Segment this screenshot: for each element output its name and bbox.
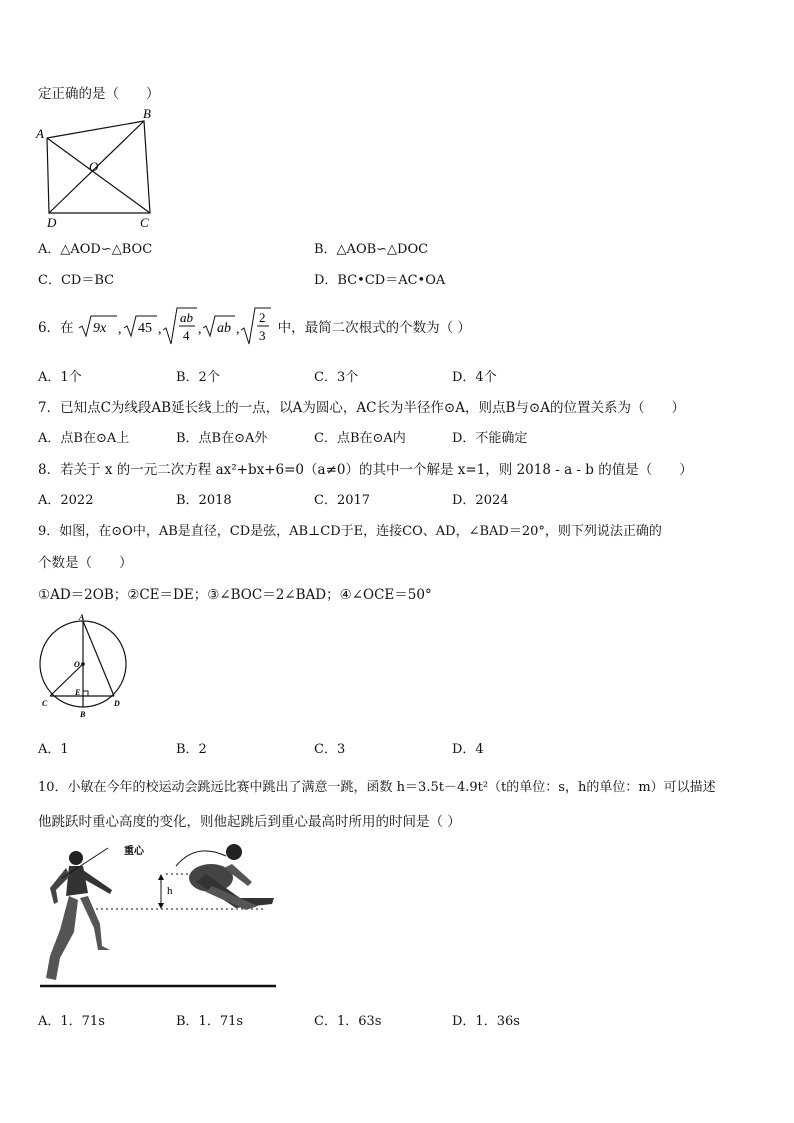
q10-stem-line2: 他跳跃时重心高度的变化，则他起跳后到重心最高时所用的时间是（ ）	[38, 814, 461, 830]
q6-radical-1: 9x	[92, 321, 106, 336]
svg-text:,: ,	[235, 322, 240, 337]
svg-text:3: 3	[258, 328, 266, 343]
q6-stem	[38, 306, 471, 346]
svg-text:,: ,	[117, 322, 122, 337]
q8-stem: 8．若关于 x 的一元二次方程 ax²+bx+6=0（a≠0）的其中一个解是 x=1，则 2018 - a - b 的值是（ ）	[38, 462, 693, 478]
q10-option-b: B．1．71s	[176, 1014, 244, 1029]
q7-stem: 7．已知点C为线段AB延长线上的一点，以A为圆心，AC长为半径作⊙A，则点B与⊙A的位置关系为（ ）	[38, 400, 685, 416]
q5-label-O: O	[89, 159, 99, 174]
q10-stem-line1: 10．小敏在今年的校运动会跳远比赛中跳出了满意一跳，函数 h＝3.5t－4.9t²（t的单位：s，h的单位：m）可以描述	[38, 780, 716, 795]
svg-text:,: ,	[157, 322, 162, 337]
q10-option-c: C．1．63s	[314, 1014, 382, 1029]
q7-option-b: B．点B在⊙A外	[176, 431, 268, 446]
q6-option-b: B．2个	[176, 370, 220, 385]
q8-option-c: C．2017	[314, 493, 371, 508]
q5-quadrilateral-figure	[30, 103, 170, 233]
q6-option-d: D．4个	[452, 370, 497, 385]
q10-label-center: 重心	[124, 846, 144, 857]
q5-option-b: B．△AOB∽△DOC	[314, 242, 429, 257]
svg-text:2: 2	[258, 310, 266, 325]
q6-radical-4: ab	[216, 321, 231, 336]
q10-option-d: D．1．36s	[452, 1014, 520, 1029]
q5-option-c: C．CD＝BC	[38, 273, 115, 288]
q5-stem-tail: 定正确的是（ ）	[38, 86, 160, 102]
q9-label-B: B	[80, 710, 86, 719]
q5-label-D: D	[47, 215, 57, 230]
q9-option-d: D．4	[452, 742, 484, 757]
svg-text:,: ,	[197, 322, 202, 337]
q7-option-d: D．不能确定	[452, 431, 528, 446]
q10-option-a: A．1．71s	[38, 1014, 105, 1029]
q6-option-a: A．1个	[38, 370, 82, 385]
q9-option-c: C．3	[314, 742, 346, 757]
q9-stem-line1: 9．如图，在⊙O中，AB是直径，CD是弦，AB⊥CD于E，连接CO、AD，∠BAD＝20°，则下列说法正确的	[38, 524, 662, 539]
q8-option-b: B．2018	[176, 493, 232, 508]
q9-option-b: B．2	[176, 742, 207, 757]
q9-circle-figure	[34, 612, 134, 722]
q6-suffix: 中，最简二次根式的个数为（ ）	[277, 320, 471, 336]
q10-long-jump-figure	[36, 838, 281, 993]
q6-radicals-math	[77, 306, 307, 346]
q9-label-D: D	[114, 699, 120, 708]
q9-option-a: A．1	[38, 742, 69, 757]
q9-statements: ①AD＝2OB；②CE＝DE；③∠BOC＝2∠BAD；④∠OCE＝50°	[38, 587, 432, 603]
q5-label-A: A	[36, 126, 44, 141]
q7-option-c: C．点B在⊙A内	[314, 431, 406, 446]
q9-label-E: E	[75, 688, 81, 697]
q5-option-d: D．BC•CD＝AC•OA	[314, 273, 446, 288]
q9-label-C: C	[42, 699, 48, 708]
q6-option-c: C．3个	[314, 370, 359, 385]
svg-text:ab: ab	[179, 310, 193, 325]
q8-option-a: A．2022	[38, 493, 94, 508]
q10-label-h: h	[167, 885, 173, 897]
q6-radical-2: 45	[137, 321, 152, 336]
q5-option-a: A．△AOD∽△BOC	[38, 242, 153, 257]
q5-label-C: C	[140, 215, 149, 230]
q5-label-B: B	[143, 106, 151, 121]
q9-stem-line2: 个数是（ ）	[38, 555, 133, 571]
svg-text:4: 4	[182, 328, 190, 343]
q9-label-A: A	[79, 613, 85, 622]
q8-option-d: D．2024	[452, 493, 509, 508]
runner-icon	[46, 848, 112, 980]
q7-option-a: A．点B在⊙A上	[38, 431, 130, 446]
q6-prefix: 6．在	[38, 320, 74, 336]
q9-label-O: O	[74, 660, 80, 669]
jumper-icon	[189, 844, 274, 910]
